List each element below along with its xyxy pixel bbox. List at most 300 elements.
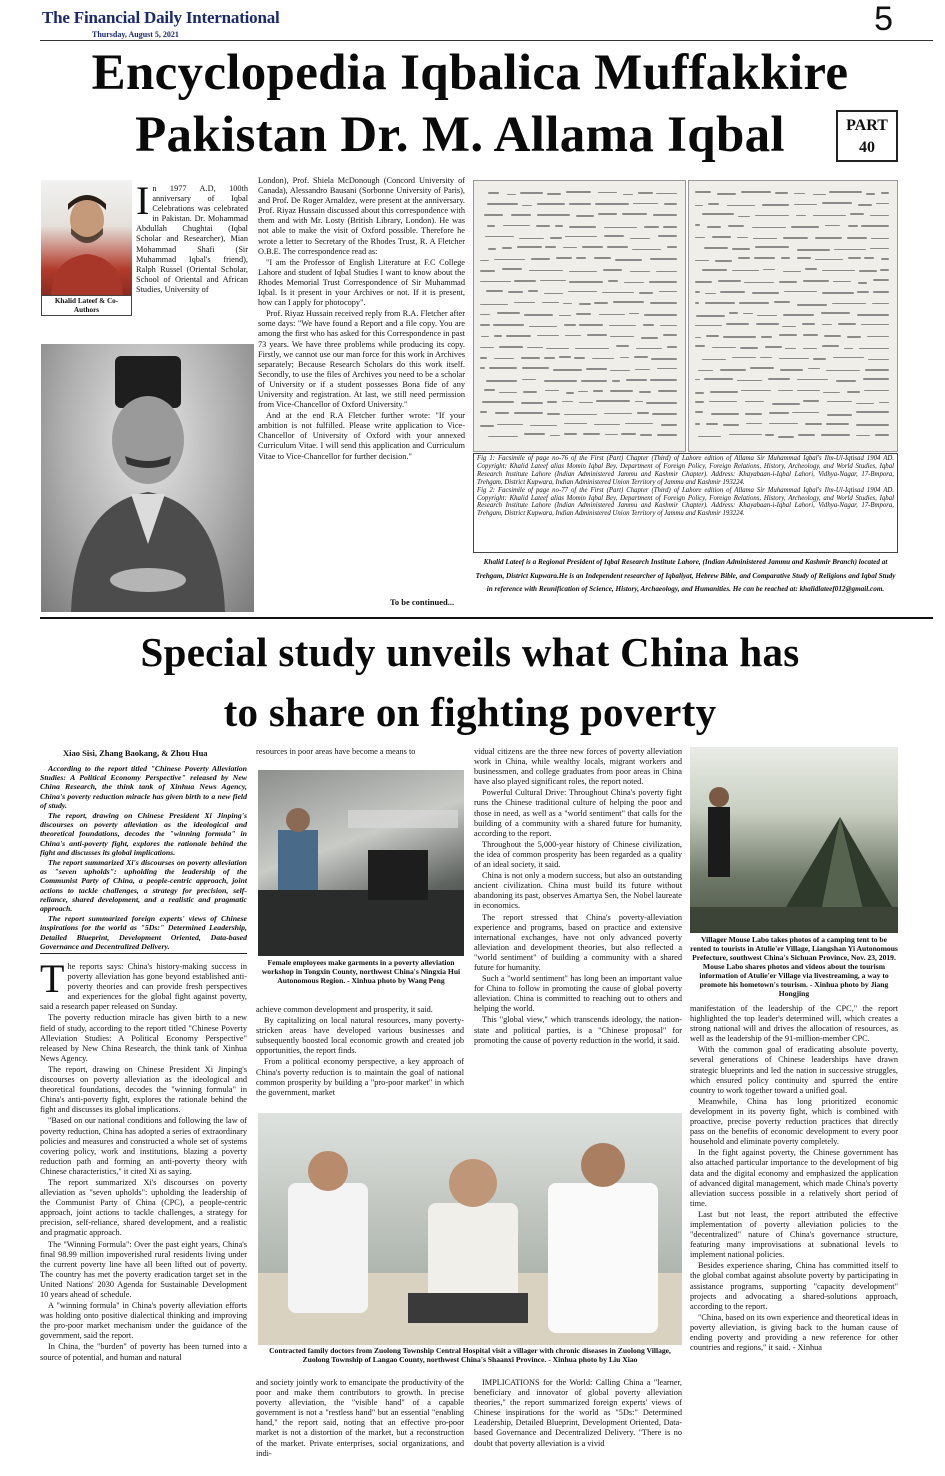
- manuscript-script-stroke: [737, 237, 748, 239]
- manuscript-script-stroke: [604, 227, 637, 229]
- manuscript-script-stroke: [833, 281, 851, 283]
- c2-top-text: [256, 747, 464, 767]
- manuscript-script-stroke: [484, 389, 495, 391]
- manuscript-script-stroke: [514, 302, 535, 304]
- manuscript-script-stroke: [717, 193, 736, 195]
- manuscript-script-stroke: [774, 301, 790, 303]
- article2-headline-line1: Special study unveils what China has: [140, 629, 800, 675]
- manuscript-script-stroke: [517, 246, 541, 248]
- manuscript-script-stroke: [578, 391, 588, 393]
- manuscript-script-stroke: [565, 236, 596, 238]
- manuscript-script-stroke: [695, 325, 722, 327]
- manuscript-script-stroke: [620, 357, 629, 359]
- photo-garment-workshop: [258, 770, 464, 956]
- manuscript-script-stroke: [705, 302, 735, 304]
- manuscript-script-stroke: [857, 291, 869, 293]
- manuscript-script-stroke: [822, 202, 852, 204]
- manuscript-script-stroke: [663, 334, 677, 336]
- manuscript-script-stroke: [803, 400, 819, 402]
- c2-p2: By capitalizing on local natural resources, many poverty-stricken areas have developed various businesses and subsequently boosted local economic growth and created job opportunities, the report finds.: [256, 1016, 464, 1056]
- manuscript-script-stroke: [576, 257, 586, 259]
- manuscript-script-stroke: [506, 335, 531, 337]
- masthead-date: Thursday, August 5, 2021: [92, 30, 179, 39]
- manuscript-script-stroke: [720, 291, 745, 293]
- manuscript-script-stroke: [752, 292, 779, 294]
- manuscript-script-stroke: [489, 367, 517, 369]
- manuscript-script-stroke: [502, 247, 513, 249]
- manuscript-script-stroke: [720, 369, 746, 371]
- manuscript-script-stroke: [823, 392, 840, 394]
- manuscript-script-stroke: [545, 390, 559, 392]
- manuscript-script-stroke: [821, 312, 851, 314]
- manuscript-script-stroke: [743, 313, 753, 315]
- manuscript-script-stroke: [579, 324, 603, 326]
- manuscript-script-stroke: [813, 215, 846, 217]
- manuscript-script-stroke: [695, 345, 705, 347]
- manuscript-script-stroke: [824, 335, 841, 337]
- manuscript-script-stroke: [873, 279, 889, 281]
- camping-tent-illustration: [690, 747, 898, 933]
- manuscript-script-stroke: [610, 336, 634, 338]
- c1-p4: "Based on our national conditions and following the law of poverty reduction, China has adopted a series of extraordinary policies and measures and constructed a whole set of systems covering policy, work and institutions, blazing a poverty reduction path and forming an anti-poverty theory with Chinese characteristics," it cited Xi as saying.: [40, 1116, 247, 1176]
- manuscript-script-stroke: [540, 280, 566, 282]
- manuscript-script-stroke: [785, 348, 796, 350]
- manuscript-script-stroke: [563, 247, 577, 249]
- manuscript-script-stroke: [706, 335, 720, 337]
- manuscript-script-stroke: [639, 292, 653, 294]
- article1-intro-text: [136, 184, 248, 324]
- manuscript-script-stroke: [822, 345, 840, 347]
- manuscript-script-stroke: [657, 368, 677, 370]
- manuscript-script-stroke: [612, 380, 620, 382]
- manuscript-script-stroke: [870, 248, 889, 250]
- manuscript-script-stroke: [523, 391, 537, 393]
- article2-col3: [474, 747, 682, 1111]
- manuscript-script-stroke: [723, 336, 755, 338]
- manuscript-script-stroke: [514, 412, 543, 414]
- manuscript-script-stroke: [866, 193, 875, 195]
- manuscript-script-stroke: [695, 291, 700, 293]
- manuscript-script-stroke: [834, 249, 866, 251]
- manuscript-script-stroke: [658, 390, 677, 392]
- manuscript-script-stroke: [827, 401, 852, 403]
- manuscript-script-stroke: [486, 290, 503, 292]
- manuscript-script-stroke: [564, 423, 587, 425]
- manuscript-script-stroke: [484, 214, 504, 216]
- manuscript-script-stroke: [630, 238, 650, 240]
- manuscript-script-stroke: [822, 270, 855, 272]
- manuscript-script-stroke: [695, 379, 700, 381]
- manuscript-script-stroke: [827, 414, 853, 416]
- manuscript-script-stroke: [881, 258, 889, 260]
- manuscript-script-stroke: [871, 238, 889, 240]
- manuscript-script-stroke: [695, 401, 704, 403]
- manuscript-script-stroke: [732, 357, 756, 359]
- manuscript-script-stroke: [553, 369, 581, 371]
- manuscript-script-stroke: [702, 269, 727, 271]
- manuscript-script-stroke: [710, 391, 737, 393]
- manuscript-script-stroke: [709, 401, 737, 403]
- manuscript-script-stroke: [859, 348, 889, 350]
- article1-col2-p1: London), Prof. Shiela McDonough (Concord University of Canada), Alessandro Bausani (Sorbonne University of Paris), and Prof. De Roger Arnaldez, were present at the anniversary. Prof. Riyaz Hussain discussed about this correspondence with them and with Mr. Losty (British Library, London). He was not able to make the visit of Oxford possible. Therefore he wrote a letter to Secretary of the Rhodes Trust, R. A Fletcher O.B.E. The correspondence read as:: [258, 176, 465, 256]
- manuscript-script-stroke: [480, 314, 490, 316]
- manuscript-script-stroke: [863, 378, 889, 380]
- manuscript-script-stroke: [707, 226, 722, 228]
- manuscript-script-stroke: [794, 204, 816, 206]
- manuscript-script-stroke: [698, 370, 713, 372]
- part-number: 40: [859, 139, 875, 156]
- manuscript-script-stroke: [547, 401, 557, 403]
- manuscript-script-stroke: [656, 271, 677, 273]
- photo-doctors-caption: Contracted family doctors from Zuolong Township Central Hospital visit a villager with chronic diseases in Zuolong Village, Zuolong Township of Langao County, northwest China's Shaanxi Province. - Xinhua photo by Liu Xiao: [269, 1346, 671, 1364]
- manuscript-script-stroke: [755, 215, 789, 217]
- manuscript-script-stroke: [765, 346, 782, 348]
- manuscript-script-stroke: [651, 358, 677, 360]
- summary-p4: The report summarized foreign experts' views of Chinese inspirations for the world as "5Ds:" Determined Leadership, Detailed Blueprint, Development Oriented, Data-based Governance and Decentralized Delivery.: [40, 914, 247, 951]
- manuscript-script-stroke: [530, 425, 558, 427]
- article2-col4: [690, 1004, 898, 1466]
- manuscript-script-stroke: [576, 215, 595, 217]
- manuscript-script-stroke: [566, 392, 574, 394]
- manuscript-script-stroke: [520, 192, 543, 194]
- manuscript-script-stroke: [583, 433, 600, 435]
- manuscript-script-stroke: [847, 391, 860, 393]
- manuscript-script-stroke: [494, 259, 526, 261]
- manuscript-script-stroke: [514, 280, 536, 282]
- manuscript-page-77: [688, 180, 898, 452]
- manuscript-script-stroke: [653, 214, 677, 216]
- manuscript-script-stroke: [822, 292, 854, 294]
- manuscript-script-stroke: [861, 225, 889, 227]
- manuscript-script-stroke: [643, 324, 654, 326]
- manuscript-script-stroke: [605, 434, 617, 436]
- manuscript-script-stroke: [741, 191, 770, 193]
- manuscript-script-stroke: [798, 434, 815, 436]
- article1-headline-line2: Pakistan Dr. M. Allama Iqbal: [135, 107, 785, 163]
- manuscript-script-stroke: [644, 314, 677, 316]
- manuscript-script-stroke: [626, 379, 647, 381]
- iqbal-portrait-illustration: [41, 344, 254, 612]
- manuscript-script-stroke: [487, 225, 495, 227]
- manuscript-script-stroke: [779, 334, 797, 336]
- manuscript-script-stroke: [705, 293, 716, 295]
- manuscript-script-stroke: [826, 370, 860, 372]
- manuscript-script-stroke: [769, 423, 799, 425]
- manuscript-script-stroke: [660, 325, 677, 327]
- manuscript-script-stroke: [644, 226, 659, 228]
- manuscript-script-stroke: [712, 236, 731, 238]
- manuscript-script-stroke: [633, 203, 658, 205]
- manuscript-script-stroke: [780, 369, 803, 371]
- manuscript-script-stroke: [740, 347, 758, 349]
- manuscript-script-stroke: [857, 314, 889, 316]
- manuscript-script-stroke: [664, 203, 677, 205]
- manuscript-script-stroke: [481, 336, 489, 338]
- article2-col3-bottom: [474, 1378, 682, 1468]
- manuscript-script-stroke: [803, 348, 818, 350]
- manuscript-script-stroke: [564, 324, 576, 326]
- article2-col2: [256, 1005, 464, 1111]
- manuscript-script-stroke: [861, 324, 889, 326]
- manuscript-script-stroke: [625, 423, 653, 425]
- c2-p3: From a political economy perspective, a key approach of China's poverty reduction is to maintain the goal of national common prosperity by building a "pro-poor market" in which the government, market: [256, 1057, 464, 1097]
- manuscript-script-stroke: [652, 413, 677, 415]
- c4-p7: "China, based on its own experience and theoretical ideas in poverty alleviation, is giving back to the human cause of ending poverty and providing a new reference for other countries and regions," it said. - Xinhua: [690, 1312, 898, 1353]
- article2-col2-bottom: [256, 1378, 464, 1468]
- manuscript-script-stroke: [629, 313, 639, 315]
- c1-p7: A "winning formula" in China's poverty alleviation efforts was holding onto positive dialectical thinking and improving the pro-poor market mechanism under the guidance of the government, said the report.: [40, 1301, 247, 1341]
- manuscript-script-stroke: [480, 347, 494, 349]
- author-photo: [41, 180, 132, 295]
- manuscript-script-stroke: [695, 411, 703, 413]
- manuscript-script-stroke: [711, 413, 739, 415]
- manuscript-script-stroke: [480, 357, 487, 359]
- manuscript-script-stroke: [803, 280, 829, 282]
- manuscript-script-stroke: [630, 271, 650, 273]
- article1-col2-p3: Prof. Riyaz Hussain received reply from R.A. Fletcher after some days: "We have found a Report and a file copy. You are among the first who has asked for this Correspondence in past 73 years. We have three problems while producing its copy. Firstly, we cannot use our man force for this work in Archives separately; Because Research Scholars do this work itself. Secondly, to use the files of Archives you need to be a scholar of University or if a student possesses Bona fide of any University and registration. At last, we still need permission from Vice-Chancellor of Oxford University.": [258, 309, 465, 410]
- manuscript-script-stroke: [649, 281, 677, 283]
- manuscript-script-stroke: [598, 192, 617, 194]
- manuscript-script-stroke: [858, 282, 868, 284]
- manuscript-script-stroke: [829, 191, 862, 193]
- c3-p1: vidual citizens are the three new forces of poverty alleviation work in China, while wealthy locals, migrant workers and businessmen, and college graduates from poor areas in China have also played significant roles, the report noted.: [474, 747, 682, 787]
- manuscript-script-stroke: [821, 434, 850, 436]
- manuscript-script-stroke: [753, 238, 778, 240]
- article2-byline: Xiao Sisi, Zhang Baokang, & Zhou Hua: [63, 748, 208, 758]
- manuscript-script-stroke: [868, 359, 889, 361]
- manuscript-script-stroke: [881, 192, 889, 194]
- manuscript-script-stroke: [696, 315, 724, 317]
- manuscript-script-stroke: [772, 403, 800, 405]
- manuscript-script-stroke: [706, 423, 719, 425]
- article1-col2: [258, 176, 465, 596]
- manuscript-script-stroke: [813, 358, 826, 360]
- manuscript-script-stroke: [579, 402, 593, 404]
- manuscript-script-stroke: [576, 313, 591, 315]
- c1-p3: The report, drawing on Chinese President Xi Jinping's discourses on poverty alleviation as the ideological and theoretical foundations, decodes the "winning formula" in China's anti-poverty fight, explores the rationale behind the fight and discusses its global implications.: [40, 1064, 247, 1115]
- manuscript-script-stroke: [695, 337, 701, 339]
- manuscript-script-stroke: [637, 412, 648, 414]
- c3-p3: Throughout the 5,000-year history of Chinese civilization, the idea of common prosperity has been regarded as a quality of an ideal society, it said.: [474, 839, 682, 870]
- manuscript-script-stroke: [746, 423, 763, 425]
- manuscript-script-stroke: [522, 205, 532, 207]
- manuscript-script-stroke: [872, 303, 889, 305]
- manuscript-script-stroke: [698, 436, 721, 438]
- manuscript-script-stroke: [750, 367, 774, 369]
- manuscript-script-stroke: [594, 257, 611, 259]
- figure-captions: [473, 453, 898, 553]
- manuscript-script-stroke: [544, 293, 563, 295]
- photo-family-doctors: [258, 1113, 682, 1345]
- summary-p2: The report, drawing on Chinese President Xi Jinping's discourses on poverty alleviation as the ideological and theoretical foundations, decodes the "winning formula" in China's anti-poverty fight, explores the rationale behind the fight and discusses its global implications.: [40, 811, 247, 857]
- manuscript-script-stroke: [779, 358, 808, 360]
- manuscript-script-stroke: [480, 281, 511, 283]
- manuscript-script-stroke: [542, 302, 559, 304]
- author-bio: Khalid Lateef is a Regional President of Iqbal Research Institute Lahore, (Indian Administered Jammu and Kashmir Branch) located at Trehgam, District Kupwara.He is an Independent researcher of Iqbaliyat, Hebrew Bible, and Comparative Study of Religions and Iqbal Study in reference with Reunification of Science, History, Archaeology, and Humanities. He can be reached at: khalidlateef012@gmail.com.: [475, 558, 896, 593]
- manuscript-script-stroke: [635, 369, 650, 371]
- manuscript-script-stroke: [487, 203, 518, 205]
- fig-caption-1: Fig 1: Facsimile of page no-76 of the First (Part) Chapter (Third) of Lahore edition of Allama Sir Muhammad Iqbal's Ilm-Ul-Iqtisad 1904 AD. Copyright: Khalid Lateef alias Momin Iqbal Bey, Department of Foreign Policy, Foreign Relations, History, Archeology, and World Studies, Iqbal Research Institute Lahore (Indian Administered Jammu and Kashmir Chapter). Address: Khayabaan-i-Iqbal Lahori, Vidhya-Nagar, 17-Bmpora, Trehgam, District Kupwara, Indian Administered Union Territory of Jammu and Kashmir 193224.: [477, 455, 894, 486]
- manuscript-script-stroke: [781, 257, 790, 259]
- manuscript-script-stroke: [782, 326, 796, 328]
- manuscript-script-stroke: [632, 249, 662, 251]
- manuscript-script-stroke: [623, 194, 633, 196]
- manuscript-script-stroke: [761, 336, 772, 338]
- manuscript-script-stroke: [712, 347, 737, 349]
- manuscript-script-stroke: [640, 434, 652, 436]
- manuscript-script-stroke: [873, 291, 889, 293]
- manuscript-script-stroke: [634, 356, 648, 358]
- manuscript-script-stroke: [596, 400, 630, 402]
- manuscript-script-stroke: [708, 203, 720, 205]
- masthead-title: The Financial Daily International: [42, 8, 280, 27]
- manuscript-script-stroke: [624, 282, 644, 284]
- manuscript-script-stroke: [715, 260, 732, 262]
- summary-p3: The report summarized Xi's discourses on poverty alleviation as "seven upholds": upholding the leadership of the Communist Party of China, a people-centric approach, joint actions to tackle challenges, a strategy for precision, self-reliance, shared development, and a realistic and pragmatic approach.: [40, 858, 247, 914]
- manuscript-script-stroke: [695, 260, 709, 262]
- manuscript-script-stroke: [762, 204, 789, 206]
- manuscript-script-stroke: [864, 390, 889, 392]
- manuscript-script-stroke: [808, 368, 821, 370]
- manuscript-script-stroke: [825, 225, 840, 227]
- manuscript-script-stroke: [858, 204, 871, 206]
- manuscript-script-stroke: [508, 291, 523, 293]
- manuscript-script-stroke: [769, 412, 789, 414]
- manuscript-script-stroke: [657, 434, 677, 436]
- manuscript-script-stroke: [718, 280, 741, 282]
- manuscript-script-stroke: [667, 246, 677, 248]
- manuscript-script-stroke: [856, 424, 889, 426]
- manuscript-script-stroke: [876, 203, 889, 205]
- manuscript-script-stroke: [865, 369, 889, 371]
- manuscript-script-stroke: [536, 225, 550, 227]
- manuscript-script-stroke: [755, 246, 789, 248]
- manuscript-script-stroke: [760, 357, 772, 359]
- manuscript-script-stroke: [778, 390, 793, 392]
- manuscript-script-stroke: [802, 323, 815, 325]
- manuscript-script-stroke: [768, 378, 790, 380]
- manuscript-script-stroke: [792, 412, 818, 414]
- manuscript-script-stroke: [604, 235, 624, 237]
- manuscript-script-stroke: [859, 270, 877, 272]
- manuscript-script-stroke: [488, 248, 496, 250]
- manuscript-script-stroke: [727, 205, 755, 207]
- manuscript-script-stroke: [480, 270, 495, 272]
- manuscript-script-stroke: [595, 203, 629, 205]
- manuscript-script-stroke: [738, 216, 750, 218]
- manuscript-script-stroke: [639, 391, 651, 393]
- manuscript-script-stroke: [745, 413, 762, 415]
- manuscript-script-stroke: [803, 334, 817, 336]
- manuscript-script-stroke: [569, 203, 591, 205]
- page-number: 5: [874, 0, 893, 38]
- to-be-continued: To be continued...: [390, 597, 455, 607]
- c1-p8: In China, the "burden" of poverty has been turned into a source of potential, and human and natural: [40, 1342, 247, 1362]
- manuscript-script-stroke: [602, 292, 634, 294]
- manuscript-script-stroke: [529, 326, 557, 328]
- manuscript-script-stroke: [480, 411, 487, 413]
- manuscript-script-stroke: [556, 257, 572, 259]
- manuscript-script-stroke: [822, 324, 831, 326]
- c3-p5: The report stressed that China's poverty-alleviation experience and programs, based on practice and extensive international exchanges, have not only advanced poverty alleviation and development theories, but also reflected a "world sentiment" of building a community with a shared future for humanity.: [474, 912, 682, 972]
- manuscript-script-stroke: [813, 194, 826, 196]
- manuscript-script-stroke: [587, 334, 607, 336]
- manuscript-script-stroke: [797, 379, 829, 381]
- manuscript-script-stroke: [836, 380, 856, 382]
- manuscript-script-stroke: [480, 425, 494, 427]
- photo-tent-caption: Villager Mouse Labo takes photos of a camping tent to be rented to tourists in Atulie'er Village, Liangshan Yi Autonomous Prefecture, southwest China's Sichuan Province, Nov. 23, 2019. Mouse Labo shares photos and videos about the tourism information of Atulie'er Village via livestreaming, a way to promote his hometown's tourism. - Xinhua photo by Jiang Hongjing: [690, 935, 898, 998]
- manuscript-script-stroke: [569, 226, 596, 228]
- manuscript-script-stroke: [480, 324, 490, 326]
- article2-col1: [40, 962, 247, 1462]
- manuscript-script-stroke: [728, 225, 745, 227]
- c2-p1: achieve common development and prosperity, it said.: [256, 1005, 433, 1014]
- manuscript-script-stroke: [815, 259, 843, 261]
- manuscript-script-stroke: [695, 392, 704, 394]
- manuscript-script-stroke: [493, 324, 523, 326]
- manuscript-script-stroke: [497, 424, 523, 426]
- manuscript-script-stroke: [499, 392, 517, 394]
- manuscript-script-stroke: [695, 423, 700, 425]
- manuscript-script-stroke: [594, 424, 620, 426]
- manuscript-script-stroke: [784, 291, 817, 293]
- manuscript-script-stroke: [856, 403, 874, 405]
- manuscript-script-stroke: [650, 258, 677, 260]
- manuscript-script-stroke: [778, 436, 794, 438]
- manuscript-script-stroke: [636, 348, 661, 350]
- manuscript-script-stroke: [663, 226, 677, 228]
- manuscript-script-stroke: [527, 347, 543, 349]
- manuscript-script-stroke: [650, 379, 677, 381]
- manuscript-script-stroke: [783, 271, 802, 273]
- c4-p6: Besides experience sharing, China has committed itself to the global combat against absolute poverty by participating in assistance programs, supporting "capacity development" projects and advocating a shared-solutions approach, according to the report.: [690, 1261, 898, 1311]
- manuscript-script-stroke: [488, 436, 518, 438]
- manuscript-script-stroke: [695, 224, 700, 226]
- manuscript-script-stroke: [559, 315, 571, 317]
- manuscript-script-stroke: [537, 203, 565, 205]
- c4-p2: With the common goal of eradicating absolute poverty, several generations of Chinese leaderships have drawn strategic blueprints and led the nation in successive struggles, which ensured policy continuity and spurred the entire country to work together toward a unified goal.: [690, 1045, 898, 1095]
- manuscript-script-stroke: [641, 337, 658, 339]
- manuscript-script-stroke: [856, 411, 889, 413]
- manuscript-script-stroke: [480, 304, 508, 306]
- manuscript-script-stroke: [613, 301, 644, 303]
- manuscript-script-stroke: [880, 269, 889, 271]
- manuscript-script-stroke: [537, 214, 570, 216]
- manuscript-script-stroke: [867, 336, 889, 338]
- manuscript-script-stroke: [844, 348, 853, 350]
- manuscript-script-stroke: [529, 270, 563, 272]
- c4-p4: In the fight against poverty, the Chinese government has also attached particular importance to the development of big data and the digital economy and emphasized the application of advanced digital management, which made China's poverty alleviation success possible in a relatively short period of time.: [690, 1148, 898, 1208]
- article1-col2-p4: And at the end R.A Fletcher further wrote: "If your ambition is not fulfilled. Please write application to Vice-Chancellor of University of Oxford with your annexed Curriculum Vitae. I will send this application and Curriculum Vitae to Vice-Chancellor for further decision.": [258, 411, 465, 461]
- summary-p1: According to the report titled "Chinese Poverty Alleviation Studies: A Political Economy Perspective" released by New China Research, the think tank of Xinhua News Agency, China's poverty reduction miracle has given birth to a new field of study.: [40, 764, 247, 810]
- manuscript-script-stroke: [495, 412, 509, 414]
- manuscript-script-stroke: [616, 345, 628, 347]
- manuscript-script-stroke: [805, 423, 823, 425]
- manuscript-script-stroke: [695, 237, 705, 239]
- manuscript-script-stroke: [848, 225, 858, 227]
- manuscript-script-stroke: [545, 246, 557, 248]
- manuscript-script-stroke: [783, 237, 809, 239]
- manuscript-script-stroke: [741, 390, 771, 392]
- manuscript-script-stroke: [564, 433, 577, 435]
- manuscript-script-stroke: [704, 378, 733, 380]
- manuscript-script-stroke: [757, 315, 778, 317]
- c1-p6: The "Winning Formula": Over the past eight years, China's final 98.99 million impoverished rural residents living under the current poverty line have all been lifted out of poverty. The country has met the poverty eradication target set in the United Nations' 2030 Agenda for Sustainable Development 10 years ahead of schedule.: [40, 1239, 247, 1299]
- manuscript-script-stroke: [732, 270, 759, 272]
- manuscript-script-stroke: [850, 213, 863, 215]
- manuscript-script-stroke: [729, 434, 763, 436]
- photo-camping-tent: [690, 747, 898, 933]
